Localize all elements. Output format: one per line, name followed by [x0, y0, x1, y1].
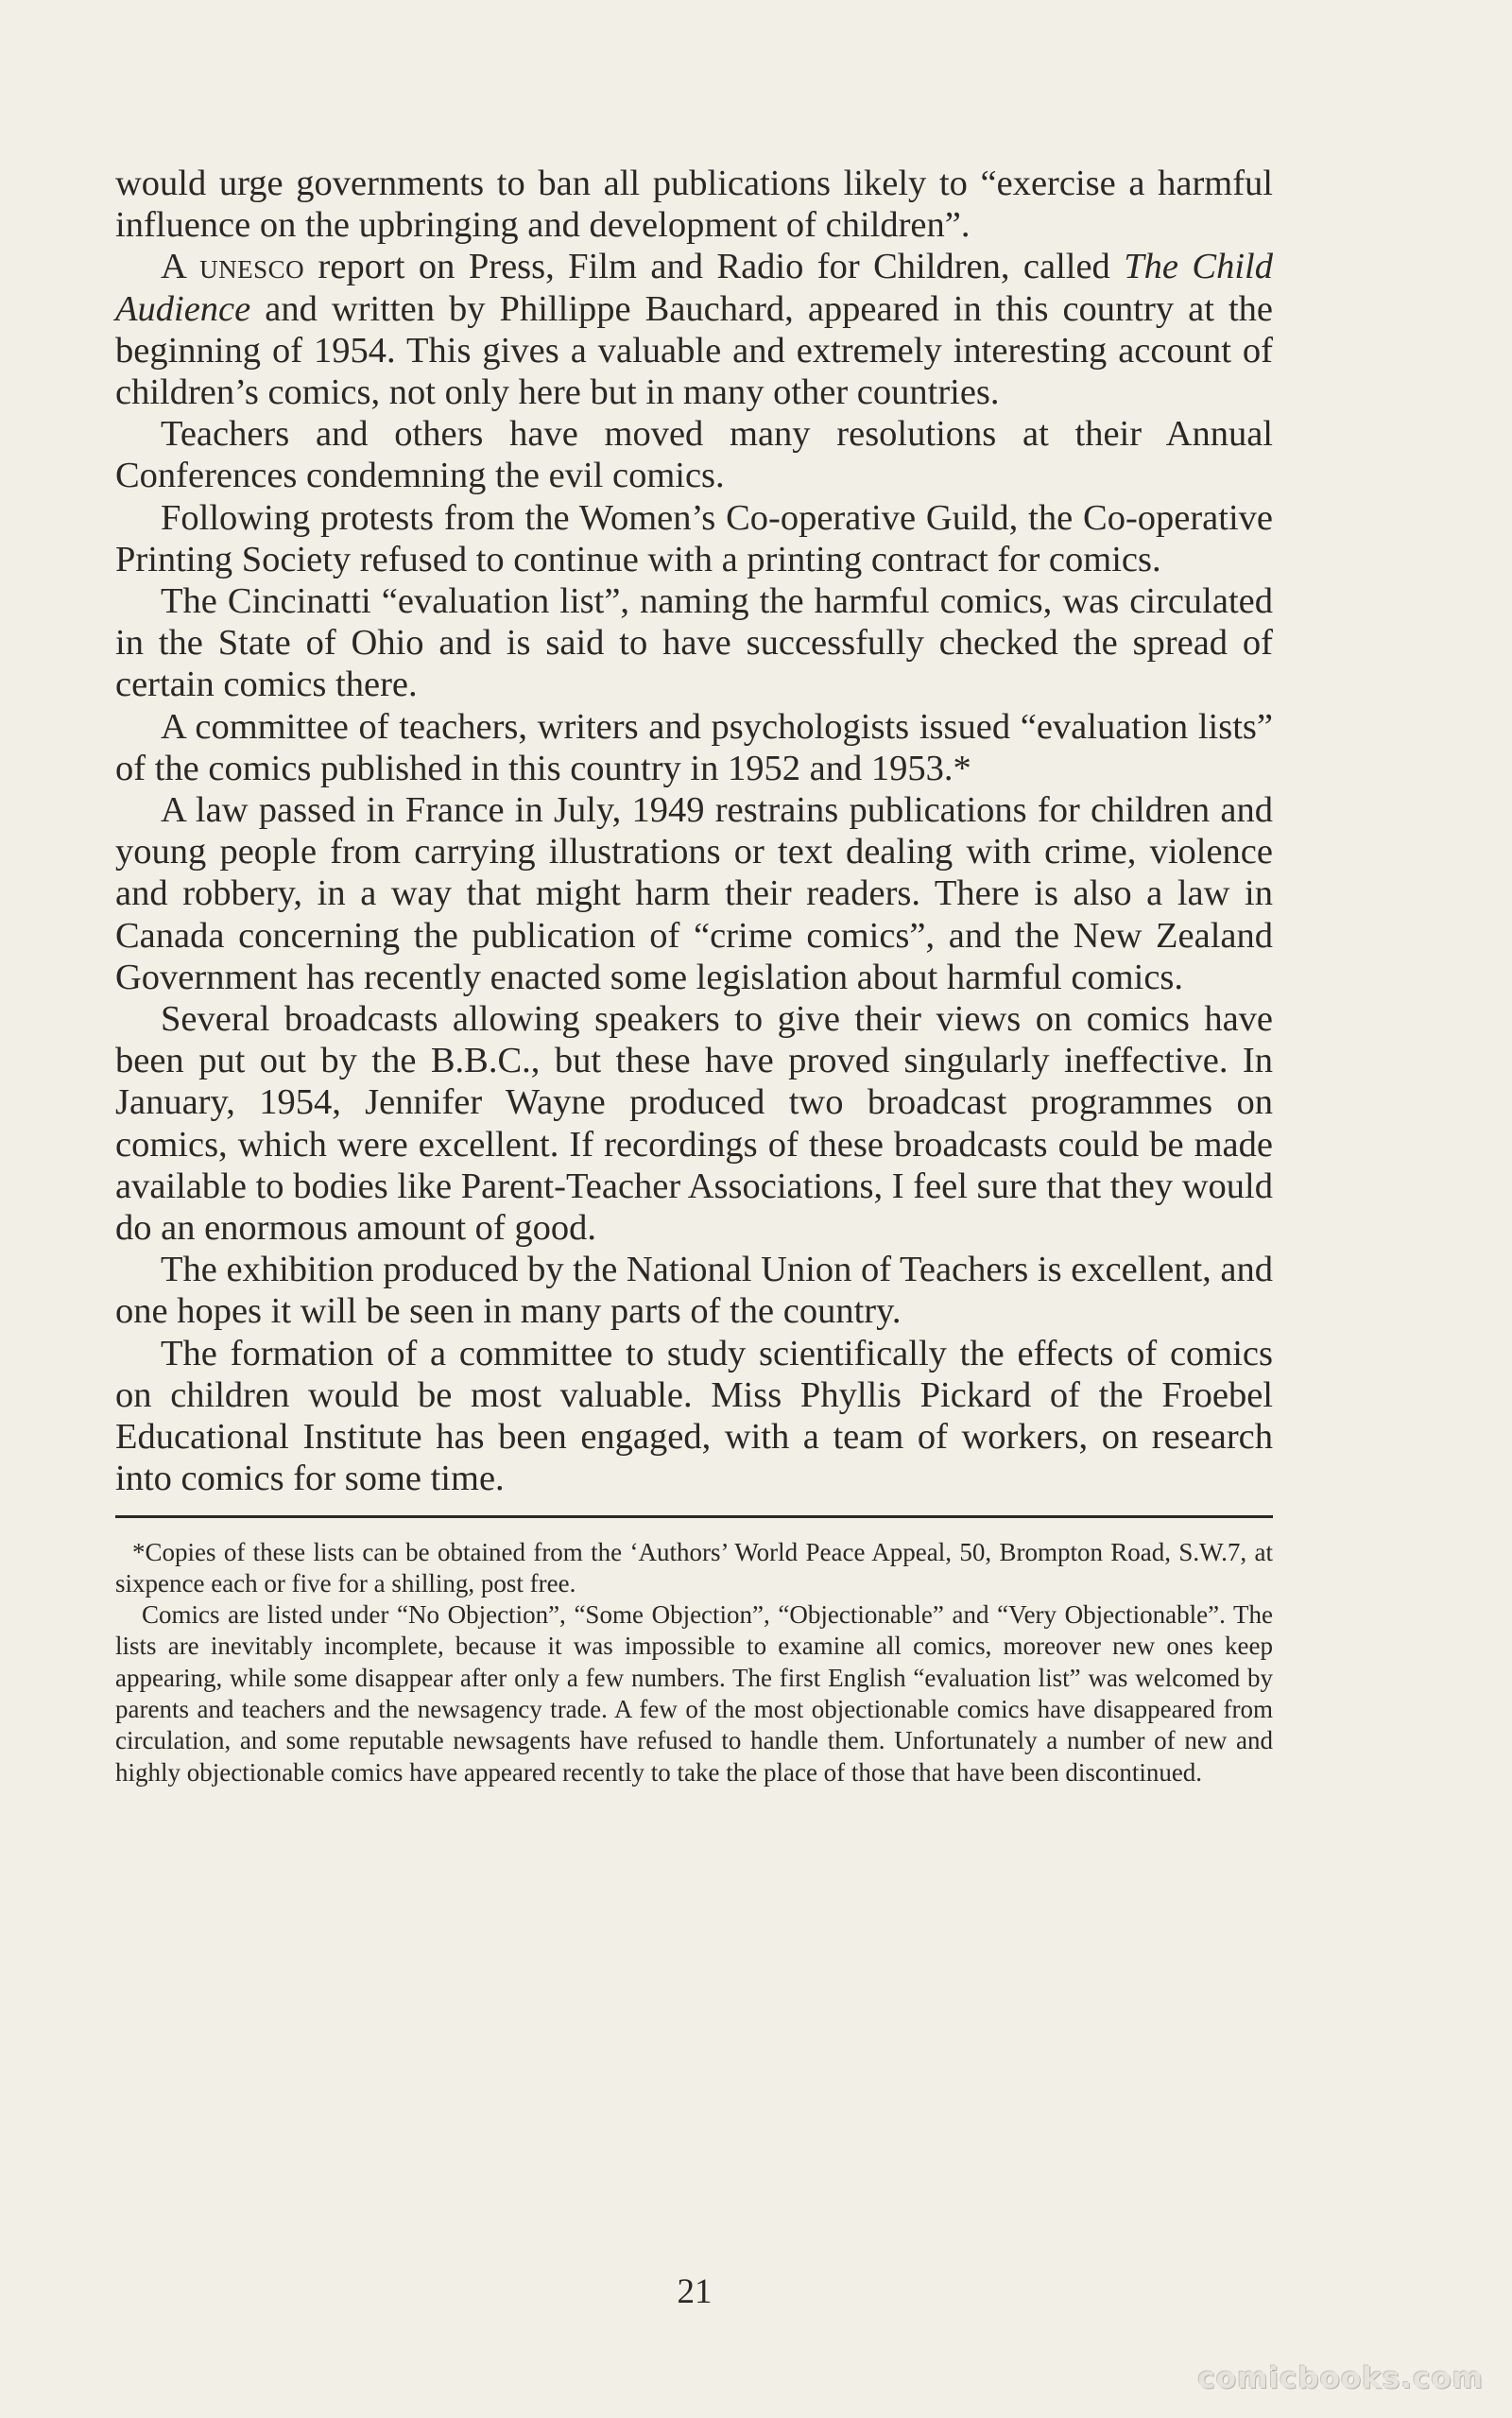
paragraph-9: The exhibition produced by the National Union of Teachers is excellent, and one hopes it will be seen in many parts of the country.: [115, 1250, 1273, 1332]
paragraph-2-part-a: report on Press, Film and Radio for Children, called: [304, 247, 1125, 287]
paragraph-10: The formation of a committee to study scientifically the effects of comics on children would be most valuable. Miss Phyllis Pickard of the Froebel Educational Institute has been engaged, with a team of workers, on research into comics for some time.: [115, 1333, 1273, 1499]
footnote-divider: [115, 1515, 1273, 1518]
paragraph-2-part-b: and written by Phillippe Bauchard, appeared in this country at the beginning of 1954. This gives a valuable and extremely interesting account of children’s comics, not only here but in many other countries.: [115, 288, 1273, 413]
footnote-1: *Copies of these lists can be obtained from the ‘Authors’ World Peace Appeal, 50, Brompton Road, S.W.7, at sixpence each or five for a shilling, post free.: [115, 1537, 1273, 1598]
paragraph-6: A committee of teachers, writers and psychologists issued “evaluation lists” of the comics published in this country in 1952 and 1953.*: [115, 706, 1273, 788]
paragraph-8: Several broadcasts allowing speakers to give their views on comics have been put out by the B.B.C., but these have proved singularly ineffective. In January, 1954, Jennifer Wayne produced two broadcast programmes on comics, which were excellent. If recordings of these broadcasts could be made available to bodies like Parent-Teacher Associations, I feel sure that they would do an enormous amount of good.: [115, 999, 1273, 1249]
footnote-2: Comics are listed under “No Objection”, “Some Objection”, “Objectionable” and “Very Objectionable”. The lists are inevitably incomplete, because it was impossible to examine all comics, moreover new ones keep appearing, while some disappear after only a few numbers. The first English “evaluation list” was welcomed by parents and teachers and the newsagency trade. A few of the most objectionable comics have disappeared from circulation, and some reputable newsagents have refused to handle them. Unfortunately a number of new and highly objectionable comics have appeared recently to take the place of those that have been discontinued.: [115, 1600, 1273, 1787]
unesco-smallcaps: A unesco: [161, 247, 305, 287]
page-content: [115, 163, 1273, 1788]
footnotes: [115, 1537, 1273, 1788]
page-number: 21: [677, 2272, 713, 2311]
paragraph-3: Teachers and others have moved many resolutions at their Annual Conferences condemning the evil comics.: [115, 414, 1273, 496]
paragraph-1: would urge governments to ban all publications likely to “exercise a harmful influence on the upbringing and development of children”.: [115, 164, 1273, 246]
body-text: [115, 163, 1273, 1500]
watermark: comicbooks.com: [1197, 2361, 1484, 2395]
paragraph-5: The Cincinatti “evaluation list”, naming the harmful comics, was circulated in the State of Ohio and is said to have successfully checked the spread of certain comics there.: [115, 581, 1273, 705]
paragraph-4: Following protests from the Women’s Co-operative Guild, the Co-operative Printing Society refused to continue with a printing contract for comics.: [115, 497, 1273, 579]
paragraph-2: [115, 246, 1273, 413]
paragraph-7: A law passed in France in July, 1949 restrains publications for children and young people from carrying illustrations or text dealing with crime, violence and robbery, in a way that might harm their readers. There is also a law in Canada concerning the publication of “crime comics”, and the New Zealand Government has recently enacted some legislation about harmful comics.: [115, 790, 1273, 997]
book-title-italic: The Child Audience: [115, 247, 1273, 329]
